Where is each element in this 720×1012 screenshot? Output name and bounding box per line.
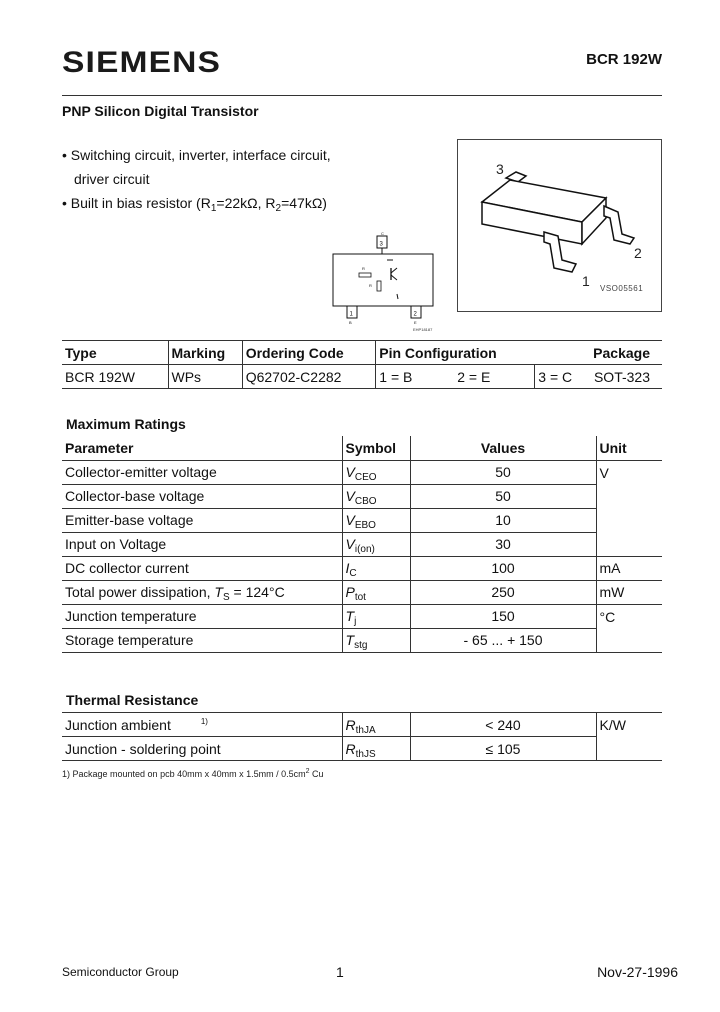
unit-cell: V: [596, 460, 662, 556]
footnote: 1) Package mounted on pcb 40mm x 40mm x $1.5mm / 0.5cm^2$ Cu: [62, 768, 324, 779]
param-label: Emitter-base voltage: [62, 508, 342, 532]
symbol-cell: $V_{EBO}$: [342, 508, 410, 532]
symbol-cell: $R_{thJS}$: [342, 737, 410, 761]
schem-e-label: E: [414, 320, 417, 325]
equivalent-circuit-schematic: [331, 230, 441, 340]
unit-cell: mW: [596, 580, 662, 604]
value-cell: 100: [410, 556, 596, 580]
value-cell: 250: [410, 580, 596, 604]
param-label: Junction temperature: [62, 604, 342, 628]
thermal-row: [62, 737, 662, 761]
col-values: Values: [410, 436, 596, 460]
schem-b-label: B: [349, 320, 352, 325]
footnote-ref: 1): [200, 716, 208, 726]
footer-date: Nov-27-1996: [597, 964, 678, 980]
symbol-cell: $P_{tot}$: [342, 580, 410, 604]
schem-c-label: C: [381, 231, 384, 236]
thermal-row: [62, 713, 662, 737]
value-cell: 10: [410, 508, 596, 532]
param-label: Total power dissipation, $T_S = 124^\circ C$: [62, 580, 342, 604]
package-drawing: [457, 139, 662, 312]
value-cell: < 240: [410, 713, 596, 737]
unit-cell: °C: [596, 604, 662, 652]
cell-pin2: 2 = E: [457, 368, 491, 385]
value-cell: 150: [410, 604, 596, 628]
ratings-row: [62, 532, 662, 556]
unit-cell: K/W: [596, 713, 662, 761]
param-label: Storage temperature: [62, 628, 342, 652]
thermal-resistance-title: Thermal Resistance: [66, 692, 199, 708]
schem-r1-label: R: [362, 266, 365, 271]
symbol-cell: $V_{CBO}$: [342, 484, 410, 508]
maximum-ratings-table: [62, 436, 662, 653]
param-label: Input on Voltage: [62, 532, 342, 556]
col-marking: Marking: [168, 341, 242, 365]
col-type: Type: [65, 344, 97, 361]
ratings-row: [62, 484, 662, 508]
ratings-row: [62, 508, 662, 532]
ratings-row: [62, 580, 662, 604]
pkg-pin3-label: 3: [496, 161, 504, 177]
param-label: DC collector current: [62, 556, 342, 580]
param-label: Collector-emitter voltage: [62, 460, 342, 484]
symbol-cell: $V_{i(on)}$: [342, 532, 410, 556]
cell-marking: WPs: [168, 365, 242, 389]
package-drawing-code: VSO05561: [600, 284, 644, 293]
ratings-row: [62, 628, 662, 652]
schem-pin2-label: 2: [413, 311, 417, 318]
schem-pin1-label: 1: [349, 311, 353, 318]
unit-cell: mA: [596, 556, 662, 580]
col-package: Package: [593, 344, 650, 361]
pkg-pin2-label: 2: [634, 245, 642, 261]
feature-list: [62, 143, 331, 215]
param-label: Collector-base voltage: [62, 484, 342, 508]
cell-pin1: 1 = B: [376, 365, 454, 389]
ratings-row: [62, 460, 662, 484]
ratings-header: [62, 436, 662, 460]
footer-page-number: 1: [336, 964, 344, 980]
value-cell: 30: [410, 532, 596, 556]
cell-pin3: 3 = C: [535, 365, 586, 389]
param-label: Junction - soldering point: [62, 737, 342, 761]
cell-type: BCR 192W: [65, 368, 136, 385]
symbol-cell: $T_{stg}$: [342, 628, 410, 652]
col-unit: Unit: [596, 436, 662, 460]
symbol-cell: $I_C$: [342, 556, 410, 580]
col-ordering-code: Ordering Code: [242, 341, 376, 365]
col-parameter: Parameter: [62, 436, 342, 460]
cell-package: SOT-323: [593, 368, 650, 385]
feature-item-1: • Switching circuit, inverter, interface circuit,: [62, 147, 331, 163]
ordering-table-header: [62, 341, 662, 365]
pkg-pin1-label: 1: [582, 273, 590, 289]
symbol-cell: $R_{thJA}$: [342, 713, 410, 737]
value-cell: ≤ 105: [410, 737, 596, 761]
schem-r2-label: R: [369, 283, 372, 288]
value-cell: - 65 ... + 150: [410, 628, 596, 652]
param-label: Junction ambient $^{1)}$: [62, 713, 342, 737]
schem-code: EHP18187: [413, 327, 433, 332]
part-number: BCR 192W: [586, 51, 662, 68]
value-cell: 50: [410, 484, 596, 508]
col-pin-configuration: Pin Configuration: [376, 341, 586, 365]
thermal-resistance-table: [62, 712, 662, 761]
symbol-cell: $T_j$: [342, 604, 410, 628]
cell-ordering-code: Q62702-C2282: [242, 365, 376, 389]
ratings-row: [62, 556, 662, 580]
document-subtitle: PNP Silicon Digital Transistor: [62, 103, 259, 119]
feature-item-2: • Built in bias resistor ($R_1=22k\Omega$, $R_2=47k\Omega$): [62, 195, 327, 214]
footer-company: Semiconductor Group: [62, 965, 179, 979]
value-cell: 50: [410, 460, 596, 484]
maximum-ratings-title: Maximum Ratings: [66, 416, 186, 432]
ordering-table: [62, 340, 662, 389]
schem-pin3-label: 3: [379, 241, 383, 248]
col-symbol: Symbol: [342, 436, 410, 460]
ordering-table-row: [62, 365, 662, 389]
feature-item-1-cont: driver circuit: [74, 171, 150, 187]
symbol-cell: $V_{CEO}$: [342, 460, 410, 484]
siemens-logo: SIEMENS: [62, 46, 222, 79]
ratings-row: [62, 604, 662, 628]
header-divider: [62, 95, 662, 96]
